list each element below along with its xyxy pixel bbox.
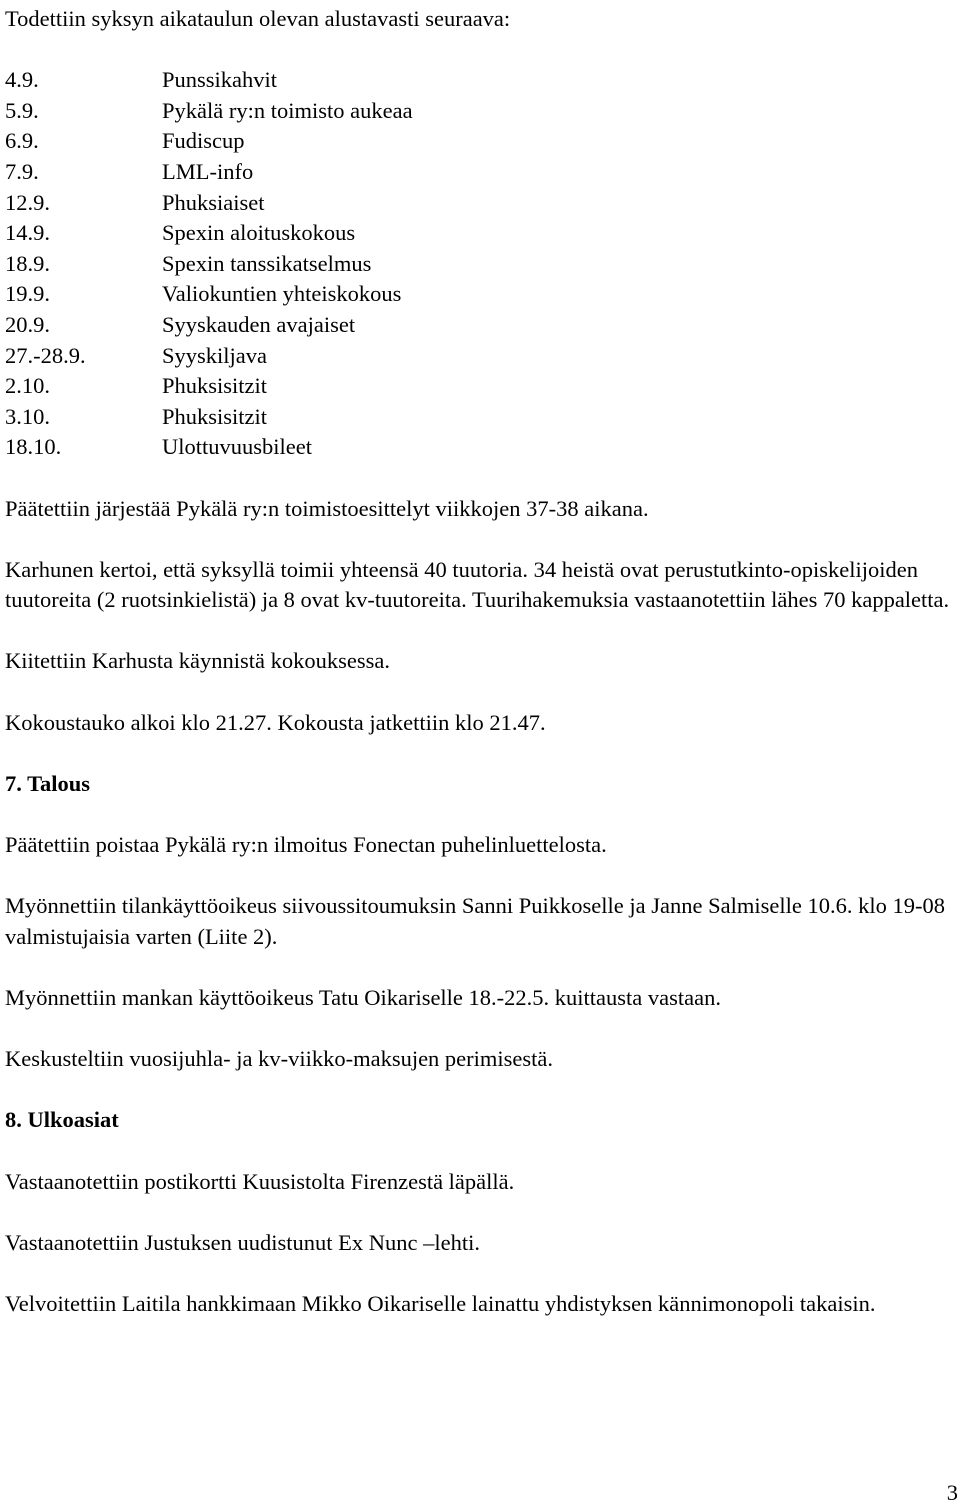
schedule-row [5, 402, 950, 433]
schedule-event: Ulottuvuusbileet [162, 434, 312, 460]
paragraph-office-presentations: Päätettiin järjestää Pykälä ry:n toimistoesittelyt viikkojen 37-38 aikana. [5, 495, 649, 521]
schedule-event: Phuksisitzit [162, 403, 268, 429]
schedule-row [5, 279, 950, 310]
schedule-event: Syyskiljava [162, 342, 267, 368]
schedule-row [5, 249, 950, 280]
schedule-event: Punssikahvit [162, 67, 278, 93]
paragraph-tutors: Karhunen kertoi, että syksyllä toimii yhteensä 40 tuutoria. 34 heistä ovat perustutkinto-opiskelijoiden tuutoreita (2 ruotsinkielistä) ja 8 ovat kv-tuutoreita. Tuurihakemuksia vastaanotettiin lähes 70 kappaletta. [5, 556, 950, 613]
schedule-row [5, 371, 950, 402]
schedule-row [5, 126, 950, 157]
schedule-date: 4.9. [5, 67, 39, 93]
schedule-event: Valiokuntien yhteiskokous [162, 281, 402, 307]
schedule-date: 14.9. [5, 220, 50, 246]
schedule-row [5, 310, 950, 341]
schedule-row [5, 96, 950, 127]
section-heading-talous: 7. Talous [5, 770, 91, 796]
schedule-date: 2.10. [5, 373, 50, 399]
schedule-event: Fudiscup [162, 128, 245, 154]
schedule-date: 7.9. [5, 158, 39, 184]
paragraph-ex-nunc: Vastaanotettiin Justuksen uudistunut Ex Nunc –lehti. [5, 1229, 480, 1255]
paragraph-fonecta: Päätettiin poistaa Pykälä ry:n ilmoitus Fonectan puhelinluettelosta. [5, 832, 607, 858]
schedule-date: 19.9. [5, 281, 50, 307]
schedule-date: 12.9. [5, 189, 50, 215]
paragraph-monopoly: Velvoitettiin Laitila hankkimaan Mikko Oikariselle lainattu yhdistyksen kännimonopoli takaisin. [5, 1290, 876, 1316]
page-number: 3 [946, 1480, 958, 1505]
schedule-event: Spexin tanssikatselmus [162, 250, 372, 276]
schedule-date: 3.10. [5, 403, 50, 429]
schedule-date: 27.-28.9. [5, 342, 86, 368]
paragraph-manka-permission: Myönnettiin mankan käyttöoikeus Tatu Oikariselle 18.-22.5. kuittausta vastaan. [5, 985, 721, 1010]
paragraph-fees: Keskusteltiin vuosijuhla- ja kv-viikko-maksujen perimisestä. [5, 1046, 554, 1072]
schedule-row [5, 157, 950, 188]
schedule-row [5, 218, 950, 249]
schedule-row [5, 341, 950, 372]
schedule-date: 6.9. [5, 128, 39, 154]
schedule-event: Phuksiaiset [162, 189, 265, 215]
schedule-date: 18.9. [5, 250, 50, 276]
schedule-date: 5.9. [5, 97, 39, 123]
document-body [5, 0, 950, 1320]
schedule-event: Syyskauden avajaiset [162, 311, 356, 337]
paragraph-meeting-break: Kokoustauko alkoi klo 21.27. Kokousta jatkettiin klo 21.47. [5, 709, 546, 735]
schedule-event: LML-info [162, 158, 254, 184]
schedule-intro: Todettiin syksyn aikataulun olevan alustavasti seuraava: [5, 6, 511, 31]
schedule-row [5, 432, 950, 463]
schedule-date: 20.9. [5, 311, 50, 337]
schedule-list [5, 65, 950, 463]
schedule-event: Pykälä ry:n toimisto aukeaa [162, 97, 413, 123]
section-heading-ulkoasiat: 8. Ulkoasiat [5, 1107, 119, 1133]
paragraph-postcard: Vastaanotettiin postikortti Kuusistolta Firenzestä läpällä. [5, 1168, 515, 1194]
paragraph-premises-permission: Myönnettiin tilankäyttöoikeus siivoussitoumuksin Sanni Puikkoselle ja Janne Salmiselle 10.6. klo 19-08 valmistujaisia varten (Liite 2). [5, 893, 945, 949]
schedule-row [5, 188, 950, 219]
schedule-event: Spexin aloituskokous [162, 220, 356, 246]
paragraph-thanks: Kiitettiin Karhusta käynnistä kokouksessa. [5, 648, 390, 674]
schedule-date: 18.10. [5, 434, 62, 460]
schedule-event: Phuksisitzit [162, 373, 268, 399]
schedule-row [5, 65, 950, 96]
